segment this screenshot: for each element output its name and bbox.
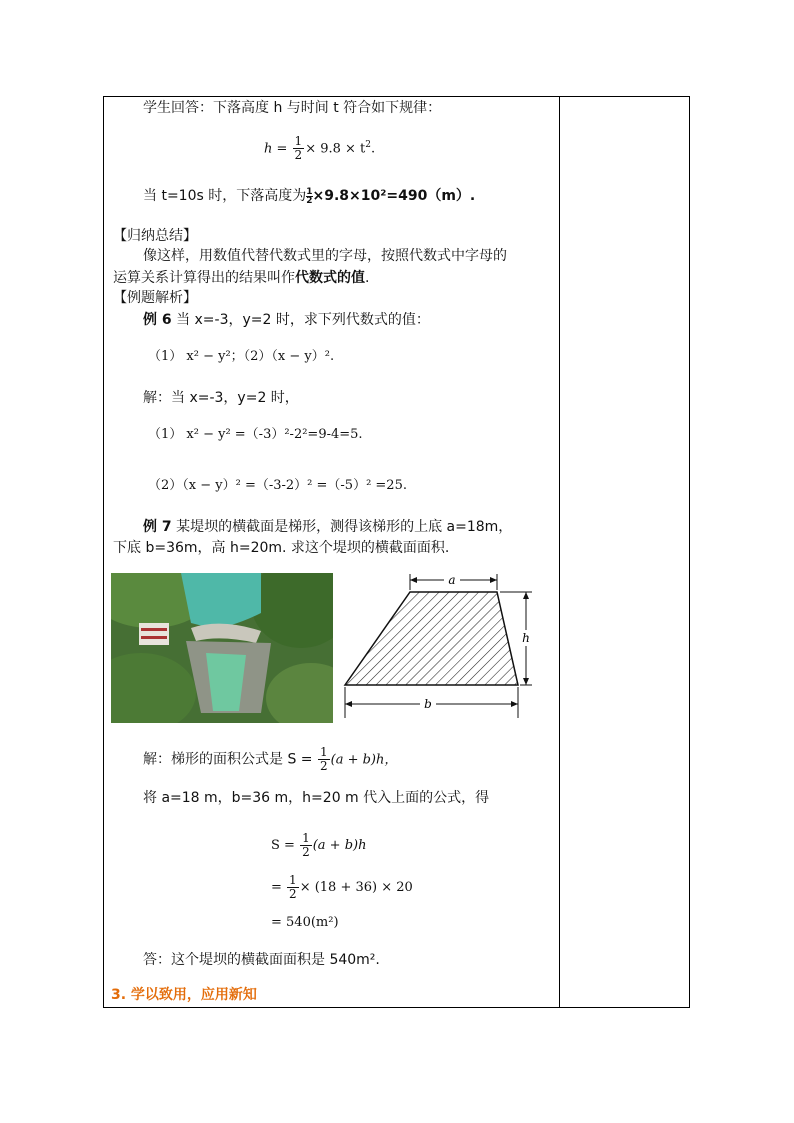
summary-line-2: 运算关系计算得出的结果叫作代数式的值. (113, 270, 370, 286)
example-6-prompt: 例 6 当 x=-3，y=2 时，求下列代数式的值： (143, 312, 430, 328)
label-h: h (522, 631, 530, 645)
summary-heading: 【归纳总结】 (113, 228, 197, 244)
fall-height-formula: h = $\frac{1}{2}$ × $9.8 \times t^2$. (264, 134, 376, 163)
example-6-items: （1） x² − y²；（2）（x − y）². (148, 349, 335, 364)
example-6-solution: 解：当 x=-3，y=2 时， (143, 390, 299, 406)
solution-7-eq-2: = $\frac{1}{2}$ × (18 + 36) × 20 (271, 873, 413, 901)
column-divider (559, 97, 560, 1007)
solution-7-answer: 答：这个堤坝的横截面面积是 540m². (143, 952, 380, 968)
examples-heading: 【例题解析】 (113, 290, 197, 306)
trapezoid-shape (345, 592, 518, 685)
dam-photo (111, 573, 333, 723)
label-a: a (448, 573, 456, 587)
section-3-heading: 3. 学以致用，应用新知 (111, 987, 257, 1003)
solution-7-substitute: 将 a=18 m，b=36 m，h=20 m 代入上面的公式，得 (143, 790, 490, 806)
example-7-line-1: 例 7 某堤坝的横截面是梯形，测得该梯形的上底 a=18m， (143, 519, 513, 535)
student-answer: 学生回答：下落高度 h 与时间 t 符合如下规律： (143, 100, 442, 116)
example-7-line-2: 下底 b=36m，高 h=20m. 求这个堤坝的横截面面积. (113, 540, 450, 556)
label-b: b (424, 697, 432, 711)
solution-7-eq-3: = 540(m²) (271, 915, 339, 930)
example-6-step-2: （2）（x − y）² =（-3-2）² =（-5）² =25. (148, 478, 407, 493)
solution-7-eq-1: S = $\frac{1}{2}$ (a + b)h (271, 831, 367, 859)
fall-height-result: 当 t=10s 时，下落高度为 $\frac{1}{2}$ ×9.8×10²=490（m）. (143, 186, 476, 206)
example-6-step-1: （1） x² − y² =（-3）²-2²=9-4=5. (148, 427, 363, 442)
solution-7-formula: 解：梯形的面积公式是 S = $\frac{1}{2}$ (a + b)h， (143, 745, 398, 773)
trapezoid-diagram (340, 572, 550, 722)
summary-line-1: 像这样，用数值代替代数式里的字母，按照代数式中字母的 (143, 248, 507, 264)
